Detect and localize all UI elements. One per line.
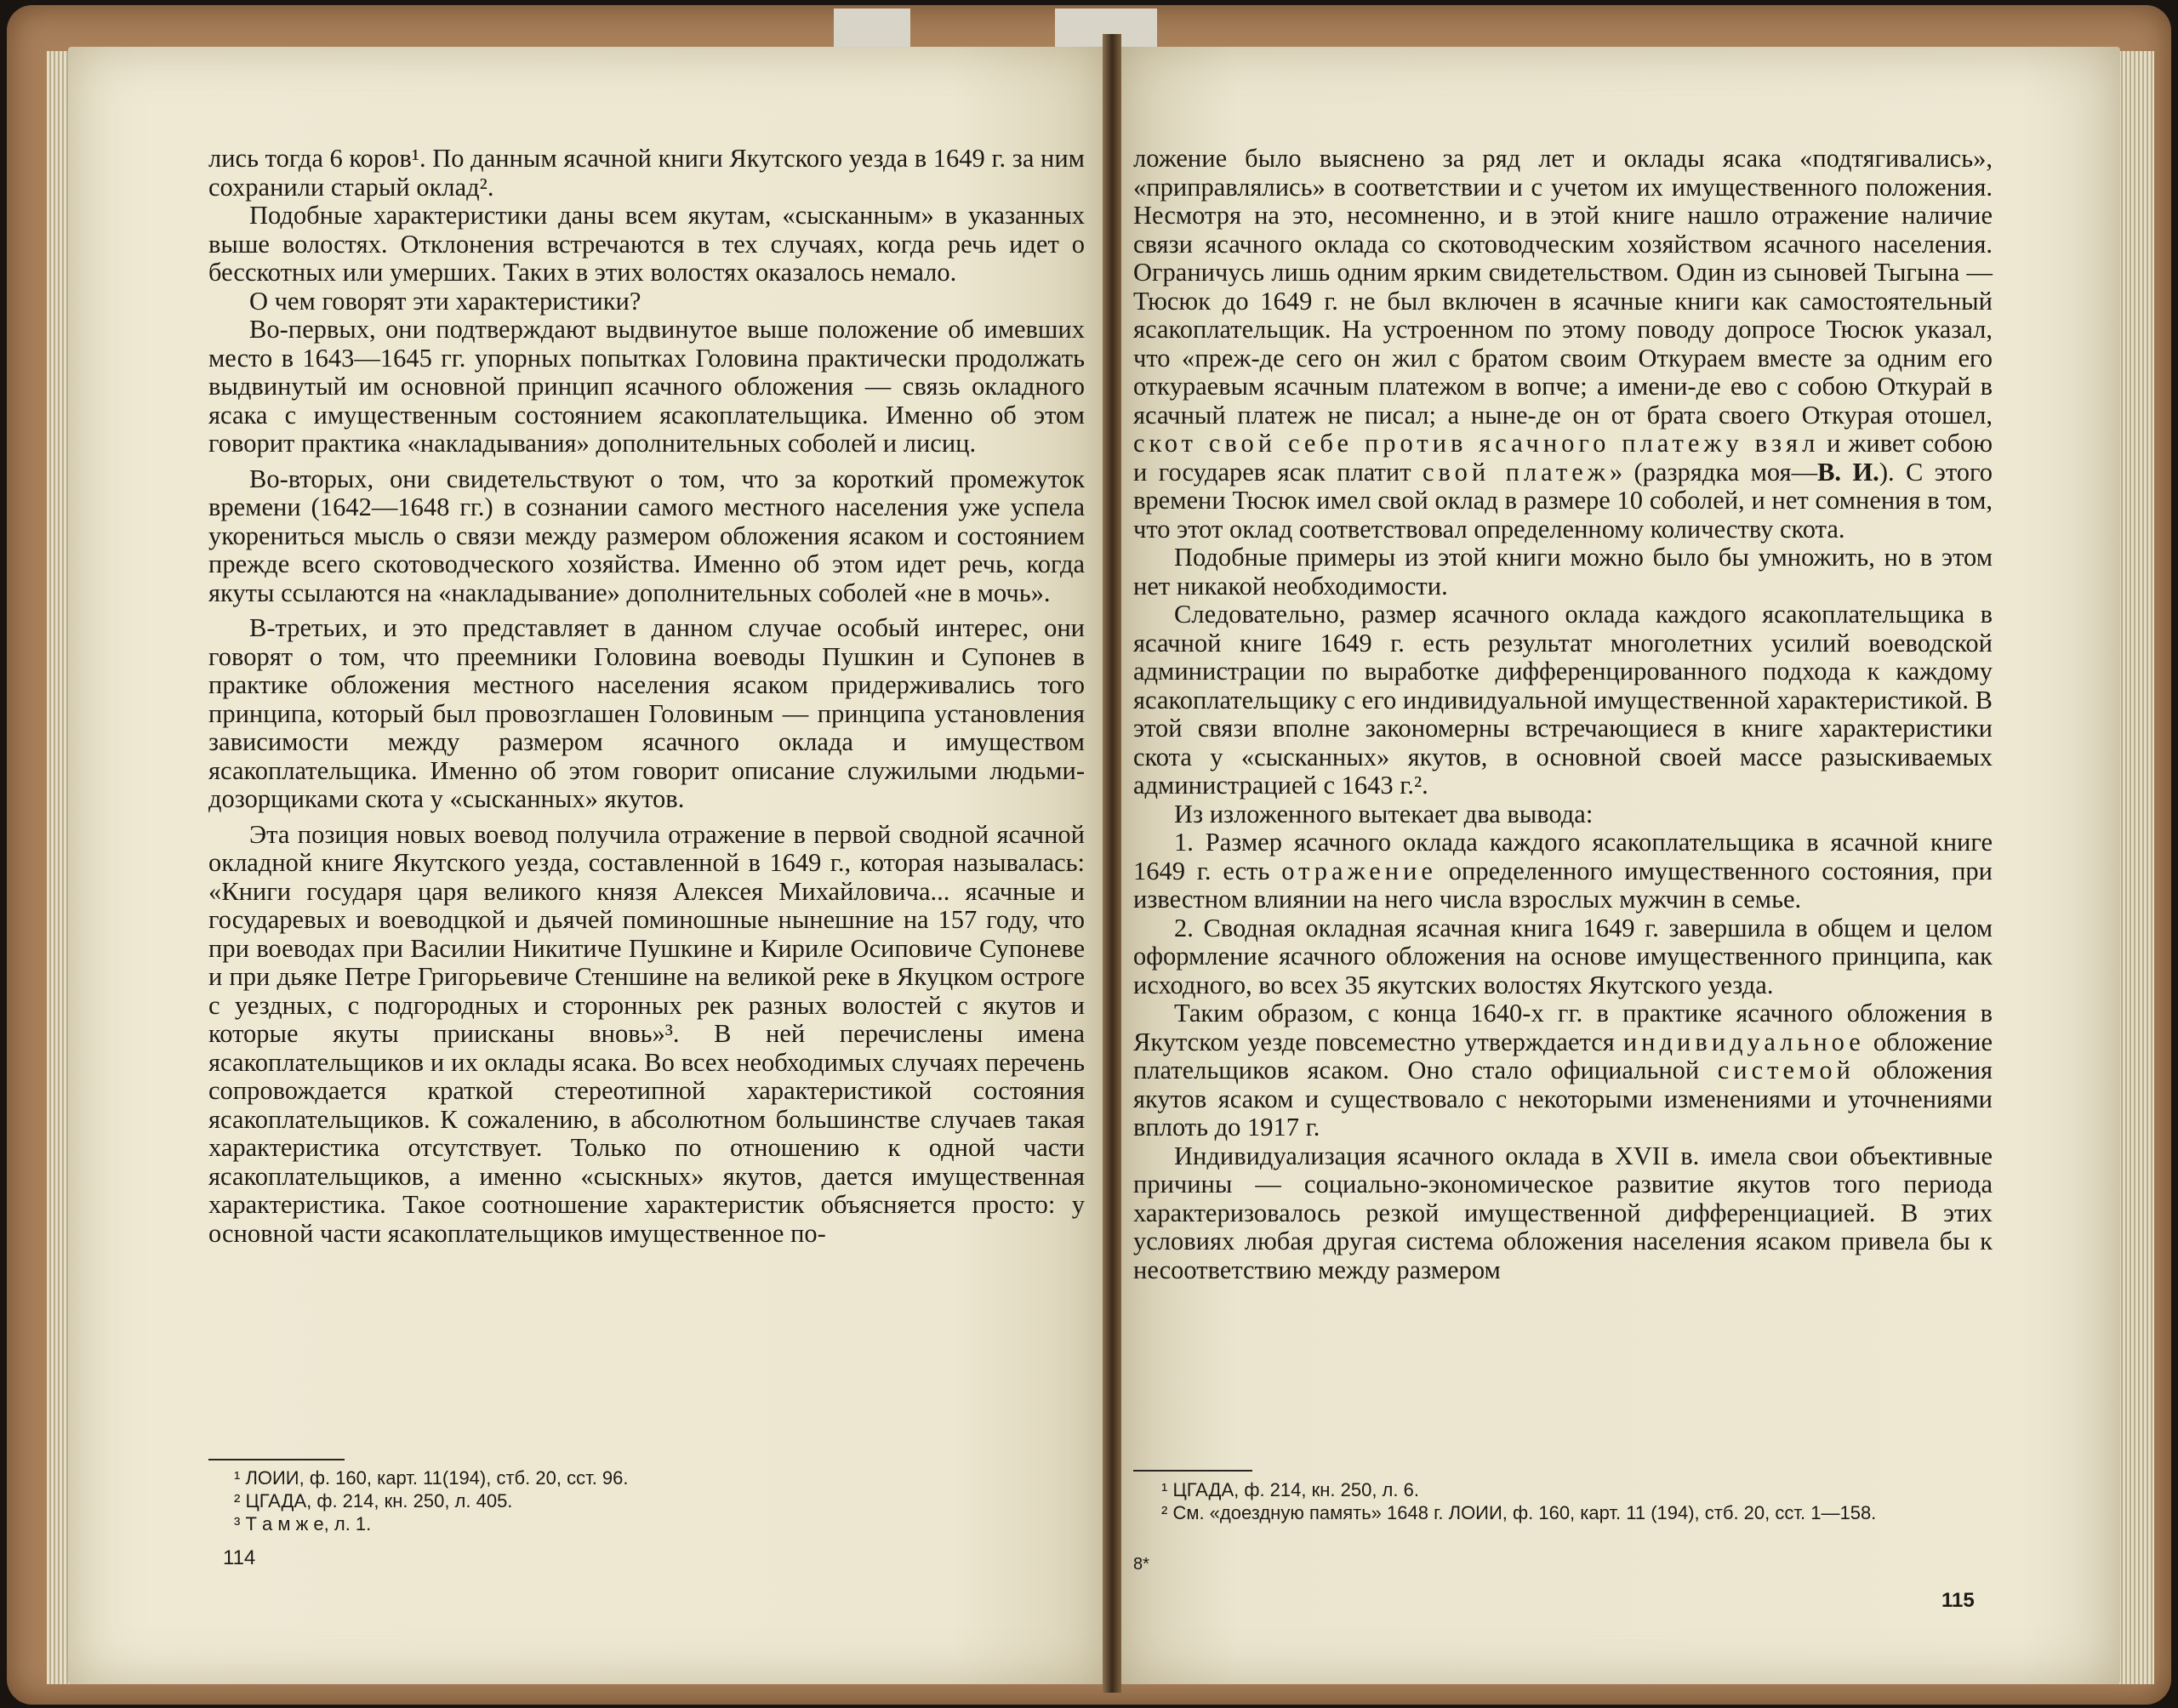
paragraph-text: ). С этого времени Тюсюк имел свой оклад в размере 10 соболей, и нет сомнения в том, что этот оклад соответствовал определенному количеству скота. xyxy=(1133,457,1993,544)
spaced-text: системой xyxy=(1717,1056,1855,1085)
paragraph-text: Таким образом, с конца 1640-х гг. в практике ясачного обложения в Якутском уезде повсеместно утверждается xyxy=(1133,999,1993,1056)
footnote: ² ЦГАДА, ф. 214, кн. 250, л. 405. xyxy=(234,1490,513,1512)
right-page-body xyxy=(1133,145,1993,1284)
paragraph: лись тогда 6 коров¹. По данным ясачной книги Якутского уезда в 1649 г. за ним сохранили старый оклад². xyxy=(208,144,1085,202)
spine-top xyxy=(834,9,910,47)
paragraph: Индивидуализация ясачного оклада в XVII в. имела свои объективные причины — социально-экономическое развитие якутов того периода характеризовалось резкой имущественной дифференциацией. В этих условиях любая другая система обложения населения ясаком привела бы к несоответствию между размером xyxy=(1133,1141,1993,1284)
paragraph: Следовательно, размер ясачного оклада каждого ясакоплательщика в ясачной книге 1649 г. есть результат многолетних усилий воеводской администрации по выработке дифференцированного подхода к каждому ясакоплательщику с его индивидуальной имущественной характеристикой. В этой связи вполне закономерны встречающиеся в книге характеристики скота у «сысканных» якутов, в основной своей массе разыскиваемых администрацией с 1643 г.². xyxy=(1133,600,1993,800)
paragraph-text: обложение плательщиков ясаком. Оно стало официальной xyxy=(1133,1027,1993,1085)
page-edge-right xyxy=(2118,51,2154,1684)
paragraph: Во-первых, они подтверждают выдвинутое выше положение об имевших место в 1643—1645 гг. упорных попытках Головина практически продолжать выдвинутый им основной принцип ясачного обложения — связь окладного ясака с имущественным состоянием ясакоплательщика. Именно об этом говорит практика «накладывания» дополнительных соболей и лисиц. xyxy=(208,315,1085,458)
paragraph: Подобные характеристики даны всем якутам, «сысканным» в указанных выше волостях. Отклонения встречаются в тех случаях, когда речь идет о бесскотных или умерших. Таких в этих волостях оказалось немало. xyxy=(208,201,1085,287)
paragraph-text: определенного имущественного состояния, при известном влиянии на него числа взрослых мужчин в семье. xyxy=(1133,856,1993,914)
left-page-body xyxy=(208,145,1085,1248)
page-number-left: 114 xyxy=(223,1546,256,1569)
spaced-text: индивидуальное xyxy=(1622,1027,1865,1056)
paragraph xyxy=(1133,828,1993,914)
bold-text: В. И. xyxy=(1817,457,1879,487)
paragraph-text: и живет собою и государев ясак платит xyxy=(1133,429,1993,487)
paragraph: Из изложенного вытекает два вывода: xyxy=(1174,799,1594,828)
paragraph-text: ложение было выяснено за ряд лет и оклады ясака «подтягивались», «приправлялись» в соответствии и с учетом их имущественного положения. Несмотря на это, несомненно, и в этой книге нашло отражение наличие связи ясачного оклада со скотоводческим хозяйством ясачного населения. Ограничусь лишь одним ярким свидетельством. Один из сыновей Тыгына — Тюсюк до 1649 г. не был включен в ясачные книги как самостоятельный ясакоплательщик. На устроенном по этому поводу допросе Тюсюк указал, что «преж-де сего он жил с братом своим Откураем вместе за одним его откураевым ясачным платежом в вопче; а имени-де ево с собою Откурай в ясачный платеж не писал; а ныне-де он от брата своего Откурая отошел, xyxy=(1133,144,1993,430)
spaced-text: отражение xyxy=(1281,856,1437,885)
paragraph xyxy=(1133,999,1993,1142)
paragraph: Подобные примеры из этой книги можно было бы умножить, но в этом нет никакой необходимости. xyxy=(1133,543,1993,601)
paragraph xyxy=(1133,145,1993,544)
signature-mark: 8* xyxy=(1133,1555,1149,1574)
footnote-rule xyxy=(1133,1470,1252,1472)
spaced-text: свой платеж xyxy=(1422,457,1610,487)
footnote: ¹ ЦГАДА, ф. 214, кн. 250, л. 6. xyxy=(1161,1479,1419,1500)
footnote-rule xyxy=(208,1459,345,1460)
paragraph: Во-вторых, они свидетельствуют о том, что за короткий промежуток времени (1642—1648 гг.) в сознании самого местного населения уже успела укорениться мысль о связи между размером обложения ясаком и состоянием прежде всего скотоводческого хозяйства. Именно об этом идет речь, когда якуты ссылаются на «накладывание» дополнительных соболей «не в мочь». xyxy=(208,464,1085,607)
paragraph: 2. Сводная окладная ясачная книга 1649 г. завершила в общем и целом оформление ясачного обложения на основе имущественного принципа, как исходного, во всех 35 якутских волостях Якутского уезда. xyxy=(1133,913,1993,999)
spaced-text: скот свой себе против ясачного платежу взял xyxy=(1133,429,1820,458)
paragraph-text: 1. Размер ясачного оклада каждого ясакоплательщика в ясачной книге 1649 г. есть xyxy=(1133,828,1993,885)
paragraph: О чем говорят эти характеристики? xyxy=(249,286,641,316)
right-footnotes xyxy=(1144,1478,1987,1524)
footnote: ¹ ЛОИИ, ф. 160, карт. 11(194), стб. 20, сст. 96. xyxy=(234,1467,629,1489)
footnote: ³ Т а м ж е, л. 1. xyxy=(234,1513,372,1534)
page-edge-left xyxy=(47,51,71,1684)
paragraph: В-третьих, и это представляет в данном случае особый интерес, они говорят о том, что преемники Головина воеводы Пушкин и Супонев в практике обложения местного населения ясаком придерживались того принципа, который был провозглашен Головиным — принципа установления зависимости между размером ясачного оклада и имуществом ясакоплательщика. Именно об этом говорит описание служилыми людьми-дозорщиками скота у «сысканных» якутов. xyxy=(208,613,1085,813)
paragraph-text: » (разрядка моя— xyxy=(1609,457,1818,487)
paragraph-text: обложения якутов ясаком и существовало с некоторыми изменениями и уточнениями вплоть до 1917 г. xyxy=(1133,1056,1993,1142)
book-gutter xyxy=(1103,34,1121,1693)
page-number-right: 115 xyxy=(1941,1589,1975,1612)
left-footnotes xyxy=(234,1466,847,1535)
paragraph: Эта позиция новых воевод получила отражение в первой сводной ясачной окладной книге Якутского уезда, составленной в 1649 г., которая называлась: «Книги государя царя великого князя Алексея Михайловича... ясачные и государевых и воеводцкой и дьячей поминошные нынешние на 157 году, что при воеводах при Василии Никитиче Пушкине и Кириле Осиповиче Супоневе и при дьяке Петре Григорьевиче Стеншине на великой реке в Якуцком остроге с уездных, с подгородных и сторонных рек разных волостей с якутов и которые якуты приисканы вновь»³. В ней перечислены имена ясакоплательщиков и их оклады ясака. Во всех необходимых случаях перечень сопровождается краткой стереотипной характеристикой состояния ясакоплательщиков. К сожалению, в абсолютном большинстве случаев такая характеристика отсутствует. Только по отношению к одной части ясакоплательщиков, а именно «сыскных» якутов, дается имущественная характеристика. Такое соотношение характеристик объясняется просто: у основной части ясакоплательщиков имущественное по- xyxy=(208,819,1085,1248)
footnote: ² См. «доездную память» 1648 г. ЛОИИ, ф. 160, карт. 11 (194), стб. 20, сст. 1—158. xyxy=(1161,1502,1877,1523)
